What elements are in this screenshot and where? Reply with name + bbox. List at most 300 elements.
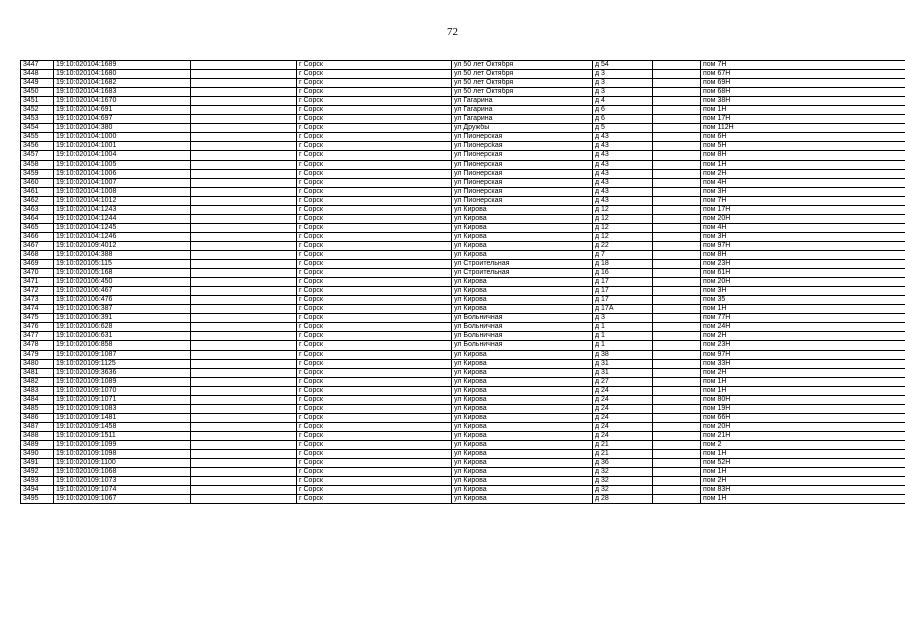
empty-cell <box>191 350 297 359</box>
row-number-cell: 3475 <box>21 314 54 323</box>
empty-cell <box>653 70 701 79</box>
cadastral-number-cell: 19:10:020106:387 <box>54 305 191 314</box>
street-cell: ул Кирова <box>452 241 593 250</box>
empty-cell <box>653 241 701 250</box>
house-cell: д 4 <box>593 97 653 106</box>
street-cell: ул Кирова <box>452 250 593 259</box>
premises-cell: пом 3Н <box>701 187 905 196</box>
street-cell: ул Больничная <box>452 323 593 332</box>
premises-cell: пом 4Н <box>701 223 905 232</box>
house-cell: д 18 <box>593 260 653 269</box>
registry-table-body <box>21 61 905 504</box>
house-cell: д 17 <box>593 296 653 305</box>
city-cell: г Сорск <box>297 214 452 223</box>
street-cell: ул Кирова <box>452 495 593 504</box>
street-cell: ул Кирова <box>452 377 593 386</box>
city-cell: г Сорск <box>297 61 452 70</box>
row-number-cell: 3486 <box>21 413 54 422</box>
house-cell: д 1 <box>593 332 653 341</box>
city-cell: г Сорск <box>297 142 452 151</box>
empty-cell <box>653 278 701 287</box>
premises-cell: пом 7Н <box>701 61 905 70</box>
table-row <box>21 196 905 205</box>
street-cell: ул Кирова <box>452 431 593 440</box>
city-cell: г Сорск <box>297 88 452 97</box>
row-number-cell: 3459 <box>21 169 54 178</box>
empty-cell <box>653 115 701 124</box>
table-row <box>21 133 905 142</box>
city-cell: г Сорск <box>297 97 452 106</box>
street-cell: ул Больничная <box>452 341 593 350</box>
city-cell: г Сорск <box>297 269 452 278</box>
street-cell: ул Кирова <box>452 459 593 468</box>
house-cell: д 43 <box>593 196 653 205</box>
table-row <box>21 440 905 449</box>
table-row <box>21 450 905 459</box>
table-row <box>21 178 905 187</box>
street-cell: ул 50 лет Октября <box>452 88 593 97</box>
city-cell: г Сорск <box>297 440 452 449</box>
table-row <box>21 287 905 296</box>
street-cell: ул Кирова <box>452 350 593 359</box>
premises-cell: пом 17Н <box>701 205 905 214</box>
house-cell: д 5 <box>593 124 653 133</box>
empty-cell <box>191 305 297 314</box>
empty-cell <box>653 178 701 187</box>
premises-cell: пом 66Н <box>701 413 905 422</box>
empty-cell <box>653 250 701 259</box>
street-cell: ул Кирова <box>452 477 593 486</box>
premises-cell: пом 3Н <box>701 232 905 241</box>
empty-cell <box>191 61 297 70</box>
row-number-cell: 3464 <box>21 214 54 223</box>
table-row <box>21 205 905 214</box>
cadastral-number-cell: 19:10:020109:1073 <box>54 477 191 486</box>
street-cell: ул Пионерская <box>452 133 593 142</box>
table-row <box>21 187 905 196</box>
row-number-cell: 3450 <box>21 88 54 97</box>
premises-cell: пом 21Н <box>701 431 905 440</box>
table-row <box>21 332 905 341</box>
city-cell: г Сорск <box>297 133 452 142</box>
street-cell: ул Кирова <box>452 305 593 314</box>
street-cell: ул Кирова <box>452 422 593 431</box>
table-row <box>21 323 905 332</box>
house-cell: д 17 <box>593 287 653 296</box>
cadastral-number-cell: 19:10:020104:1001 <box>54 142 191 151</box>
city-cell: г Сорск <box>297 169 452 178</box>
premises-cell: пом 7Н <box>701 196 905 205</box>
empty-cell <box>191 205 297 214</box>
empty-cell <box>191 323 297 332</box>
table-row <box>21 296 905 305</box>
premises-cell: пом 6Н <box>701 133 905 142</box>
street-cell: ул Пионерская <box>452 160 593 169</box>
premises-cell: пом 4Н <box>701 178 905 187</box>
table-row <box>21 214 905 223</box>
city-cell: г Сорск <box>297 305 452 314</box>
empty-cell <box>191 495 297 504</box>
table-row <box>21 368 905 377</box>
empty-cell <box>653 395 701 404</box>
city-cell: г Сорск <box>297 151 452 160</box>
empty-cell <box>191 287 297 296</box>
cadastral-number-cell: 19:10:020104:1670 <box>54 97 191 106</box>
table-row <box>21 124 905 133</box>
table-row <box>21 79 905 88</box>
empty-cell <box>191 133 297 142</box>
row-number-cell: 3489 <box>21 440 54 449</box>
table-row <box>21 305 905 314</box>
empty-cell <box>191 395 297 404</box>
empty-cell <box>191 142 297 151</box>
row-number-cell: 3453 <box>21 115 54 124</box>
table-row <box>21 486 905 495</box>
empty-cell <box>191 440 297 449</box>
cadastral-number-cell: 19:10:020105:168 <box>54 269 191 278</box>
empty-cell <box>653 422 701 431</box>
cadastral-number-cell: 19:10:020104:1012 <box>54 196 191 205</box>
premises-cell: пом 2Н <box>701 169 905 178</box>
empty-cell <box>191 214 297 223</box>
city-cell: г Сорск <box>297 477 452 486</box>
house-cell: д 16 <box>593 269 653 278</box>
cadastral-number-cell: 19:10:020104:1008 <box>54 187 191 196</box>
cadastral-number-cell: 19:10:020109:1511 <box>54 431 191 440</box>
street-cell: ул Кирова <box>452 223 593 232</box>
city-cell: г Сорск <box>297 495 452 504</box>
premises-cell: пом 23Н <box>701 341 905 350</box>
row-number-cell: 3494 <box>21 486 54 495</box>
empty-cell <box>191 260 297 269</box>
cadastral-number-cell: 19:10:020109:1100 <box>54 459 191 468</box>
empty-cell <box>653 88 701 97</box>
house-cell: д 1 <box>593 341 653 350</box>
house-cell: д 43 <box>593 187 653 196</box>
table-row <box>21 250 905 259</box>
row-number-cell: 3462 <box>21 196 54 205</box>
cadastral-number-cell: 19:10:020109:1099 <box>54 440 191 449</box>
empty-cell <box>191 151 297 160</box>
street-cell: ул 50 лет Октября <box>452 61 593 70</box>
row-number-cell: 3463 <box>21 205 54 214</box>
street-cell: ул Кирова <box>452 368 593 377</box>
city-cell: г Сорск <box>297 368 452 377</box>
page-number: 72 <box>447 26 458 38</box>
premises-cell: пом 80Н <box>701 395 905 404</box>
row-number-cell: 3482 <box>21 377 54 386</box>
city-cell: г Сорск <box>297 413 452 422</box>
premises-cell: пом 1Н <box>701 468 905 477</box>
row-number-cell: 3461 <box>21 187 54 196</box>
empty-cell <box>653 287 701 296</box>
table-row <box>21 70 905 79</box>
premises-cell: пом 17Н <box>701 115 905 124</box>
empty-cell <box>191 250 297 259</box>
premises-cell: пом 8Н <box>701 151 905 160</box>
empty-cell <box>191 278 297 287</box>
row-number-cell: 3479 <box>21 350 54 359</box>
empty-cell <box>191 422 297 431</box>
empty-cell <box>191 70 297 79</box>
street-cell: ул Кирова <box>452 404 593 413</box>
empty-cell <box>653 124 701 133</box>
city-cell: г Сорск <box>297 350 452 359</box>
empty-cell <box>653 359 701 368</box>
cadastral-number-cell: 19:10:020104:1004 <box>54 151 191 160</box>
city-cell: г Сорск <box>297 196 452 205</box>
premises-cell: пом 83Н <box>701 486 905 495</box>
empty-cell <box>191 368 297 377</box>
house-cell: д 32 <box>593 486 653 495</box>
empty-cell <box>191 169 297 178</box>
cadastral-number-cell: 19:10:020104:697 <box>54 115 191 124</box>
empty-cell <box>653 486 701 495</box>
table-row <box>21 377 905 386</box>
premises-cell: пом 97Н <box>701 241 905 250</box>
table-row <box>21 169 905 178</box>
empty-cell <box>653 440 701 449</box>
table-row <box>21 88 905 97</box>
premises-cell: пом 1Н <box>701 106 905 115</box>
empty-cell <box>191 459 297 468</box>
cadastral-number-cell: 19:10:020109:3636 <box>54 368 191 377</box>
cadastral-number-cell: 19:10:020109:1481 <box>54 413 191 422</box>
premises-cell: пом 2Н <box>701 477 905 486</box>
row-number-cell: 3473 <box>21 296 54 305</box>
table-row <box>21 278 905 287</box>
city-cell: г Сорск <box>297 468 452 477</box>
table-row <box>21 115 905 124</box>
cadastral-number-cell: 19:10:020109:1087 <box>54 350 191 359</box>
empty-cell <box>653 106 701 115</box>
house-cell: д 24 <box>593 386 653 395</box>
table-row <box>21 97 905 106</box>
table-row <box>21 223 905 232</box>
row-number-cell: 3449 <box>21 79 54 88</box>
house-cell: д 31 <box>593 359 653 368</box>
premises-cell: пом 112Н <box>701 124 905 133</box>
house-cell: д 21 <box>593 440 653 449</box>
empty-cell <box>191 97 297 106</box>
street-cell: ул Кирова <box>452 232 593 241</box>
cadastral-number-cell: 19:10:020109:1458 <box>54 422 191 431</box>
house-cell: д 28 <box>593 495 653 504</box>
street-cell: ул Кирова <box>452 386 593 395</box>
premises-cell: пом 3Н <box>701 287 905 296</box>
cadastral-number-cell: 19:10:020104:1245 <box>54 223 191 232</box>
cadastral-number-cell: 19:10:020104:1683 <box>54 88 191 97</box>
cadastral-number-cell: 19:10:020104:1005 <box>54 160 191 169</box>
empty-cell <box>191 79 297 88</box>
city-cell: г Сорск <box>297 232 452 241</box>
premises-cell: пом 2Н <box>701 332 905 341</box>
table-row <box>21 422 905 431</box>
city-cell: г Сорск <box>297 124 452 133</box>
street-cell: ул Строительная <box>452 269 593 278</box>
row-number-cell: 3483 <box>21 386 54 395</box>
street-cell: ул Кирова <box>452 214 593 223</box>
street-cell: ул Кирова <box>452 486 593 495</box>
city-cell: г Сорск <box>297 395 452 404</box>
house-cell: д 3 <box>593 314 653 323</box>
street-cell: ул Пионерсkая <box>452 142 593 151</box>
city-cell: г Сорск <box>297 241 452 250</box>
cadastral-number-cell: 19:10:020104:1682 <box>54 79 191 88</box>
house-cell: д 6 <box>593 115 653 124</box>
premises-cell: пом 20Н <box>701 214 905 223</box>
street-cell: ул Кирова <box>452 440 593 449</box>
street-cell: ул Кирова <box>452 278 593 287</box>
table-row <box>21 61 905 70</box>
street-cell: ул Гагарина <box>452 115 593 124</box>
empty-cell <box>653 142 701 151</box>
street-cell: ул Пионерская <box>452 196 593 205</box>
empty-cell <box>653 260 701 269</box>
row-number-cell: 3460 <box>21 178 54 187</box>
city-cell: г Сорск <box>297 250 452 259</box>
empty-cell <box>653 223 701 232</box>
cadastral-number-cell: 19:10:020106:391 <box>54 314 191 323</box>
empty-cell <box>653 269 701 278</box>
empty-cell <box>191 386 297 395</box>
cadastral-number-cell: 19:10:020104:1243 <box>54 205 191 214</box>
table-row <box>21 151 905 160</box>
empty-cell <box>653 232 701 241</box>
cadastral-number-cell: 19:10:020104:1006 <box>54 169 191 178</box>
house-cell: д 43 <box>593 160 653 169</box>
house-cell: д 17 <box>593 278 653 287</box>
table-row <box>21 459 905 468</box>
table-row <box>21 232 905 241</box>
empty-cell <box>191 115 297 124</box>
empty-cell <box>191 124 297 133</box>
table-row <box>21 468 905 477</box>
row-number-cell: 3456 <box>21 142 54 151</box>
row-number-cell: 3491 <box>21 459 54 468</box>
row-number-cell: 3467 <box>21 241 54 250</box>
street-cell: ул Кирова <box>452 413 593 422</box>
empty-cell <box>191 187 297 196</box>
empty-cell <box>191 232 297 241</box>
empty-cell <box>191 477 297 486</box>
empty-cell <box>191 88 297 97</box>
house-cell: д 7 <box>593 250 653 259</box>
empty-cell <box>191 377 297 386</box>
city-cell: г Сорск <box>297 223 452 232</box>
empty-cell <box>653 386 701 395</box>
house-cell: д 24 <box>593 422 653 431</box>
city-cell: г Сорск <box>297 187 452 196</box>
house-cell: д 22 <box>593 241 653 250</box>
cadastral-number-cell: 19:10:020104:1244 <box>54 214 191 223</box>
house-cell: д 3 <box>593 88 653 97</box>
empty-cell <box>191 359 297 368</box>
empty-cell <box>653 79 701 88</box>
empty-cell <box>653 214 701 223</box>
empty-cell <box>191 241 297 250</box>
city-cell: г Сорск <box>297 431 452 440</box>
empty-cell <box>653 296 701 305</box>
cadastral-number-cell: 19:10:020109:1098 <box>54 450 191 459</box>
cadastral-number-cell: 19:10:020109:1071 <box>54 395 191 404</box>
cadastral-number-cell: 19:10:020104:380 <box>54 124 191 133</box>
city-cell: г Сорск <box>297 459 452 468</box>
street-cell: ул Гагарина <box>452 106 593 115</box>
cadastral-number-cell: 19:10:020104:1246 <box>54 232 191 241</box>
cadastral-number-cell: 19:10:020109:1070 <box>54 386 191 395</box>
premises-cell: пом 5Н <box>701 142 905 151</box>
empty-cell <box>653 350 701 359</box>
premises-cell: пом 2 <box>701 440 905 449</box>
empty-cell <box>653 477 701 486</box>
table-row <box>21 269 905 278</box>
street-cell: ул Пионерская <box>452 169 593 178</box>
house-cell: д 12 <box>593 214 653 223</box>
premises-cell: пом 20Н <box>701 278 905 287</box>
table-row <box>21 314 905 323</box>
city-cell: г Сорск <box>297 79 452 88</box>
row-number-cell: 3476 <box>21 323 54 332</box>
row-number-cell: 3452 <box>21 106 54 115</box>
cadastral-number-cell: 19:10:020106:450 <box>54 278 191 287</box>
city-cell: г Сорск <box>297 486 452 495</box>
house-cell: д 12 <box>593 205 653 214</box>
city-cell: г Сорск <box>297 450 452 459</box>
house-cell: д 21 <box>593 450 653 459</box>
premises-cell: пом 35 <box>701 296 905 305</box>
empty-cell <box>653 314 701 323</box>
cadastral-number-cell: 19:10:020106:628 <box>54 323 191 332</box>
table-row <box>21 341 905 350</box>
empty-cell <box>653 169 701 178</box>
city-cell: г Сорск <box>297 106 452 115</box>
table-row <box>21 359 905 368</box>
row-number-cell: 3495 <box>21 495 54 504</box>
cadastral-number-cell: 19:10:020106:858 <box>54 341 191 350</box>
empty-cell <box>653 413 701 422</box>
table-row <box>21 395 905 404</box>
cadastral-number-cell: 19:10:020104:388 <box>54 250 191 259</box>
house-cell: д 43 <box>593 169 653 178</box>
city-cell: г Сорск <box>297 205 452 214</box>
empty-cell <box>653 151 701 160</box>
empty-cell <box>653 187 701 196</box>
city-cell: г Сорск <box>297 332 452 341</box>
premises-cell: пом 52Н <box>701 459 905 468</box>
row-number-cell: 3484 <box>21 395 54 404</box>
row-number-cell: 3493 <box>21 477 54 486</box>
premises-cell: пом 38Н <box>701 97 905 106</box>
table-row <box>21 142 905 151</box>
table-row <box>21 350 905 359</box>
house-cell: д 24 <box>593 413 653 422</box>
street-cell: ул Кирова <box>452 205 593 214</box>
premises-cell: пом 67Н <box>701 70 905 79</box>
city-cell: г Сорск <box>297 260 452 269</box>
house-cell: д 31 <box>593 368 653 377</box>
empty-cell <box>653 431 701 440</box>
row-number-cell: 3454 <box>21 124 54 133</box>
empty-cell <box>653 450 701 459</box>
row-number-cell: 3480 <box>21 359 54 368</box>
cadastral-number-cell: 19:10:020109:1083 <box>54 404 191 413</box>
cadastral-number-cell: 19:10:020104:1680 <box>54 70 191 79</box>
empty-cell <box>653 459 701 468</box>
empty-cell <box>191 160 297 169</box>
street-cell: ул Больничная <box>452 332 593 341</box>
table-row <box>21 241 905 250</box>
